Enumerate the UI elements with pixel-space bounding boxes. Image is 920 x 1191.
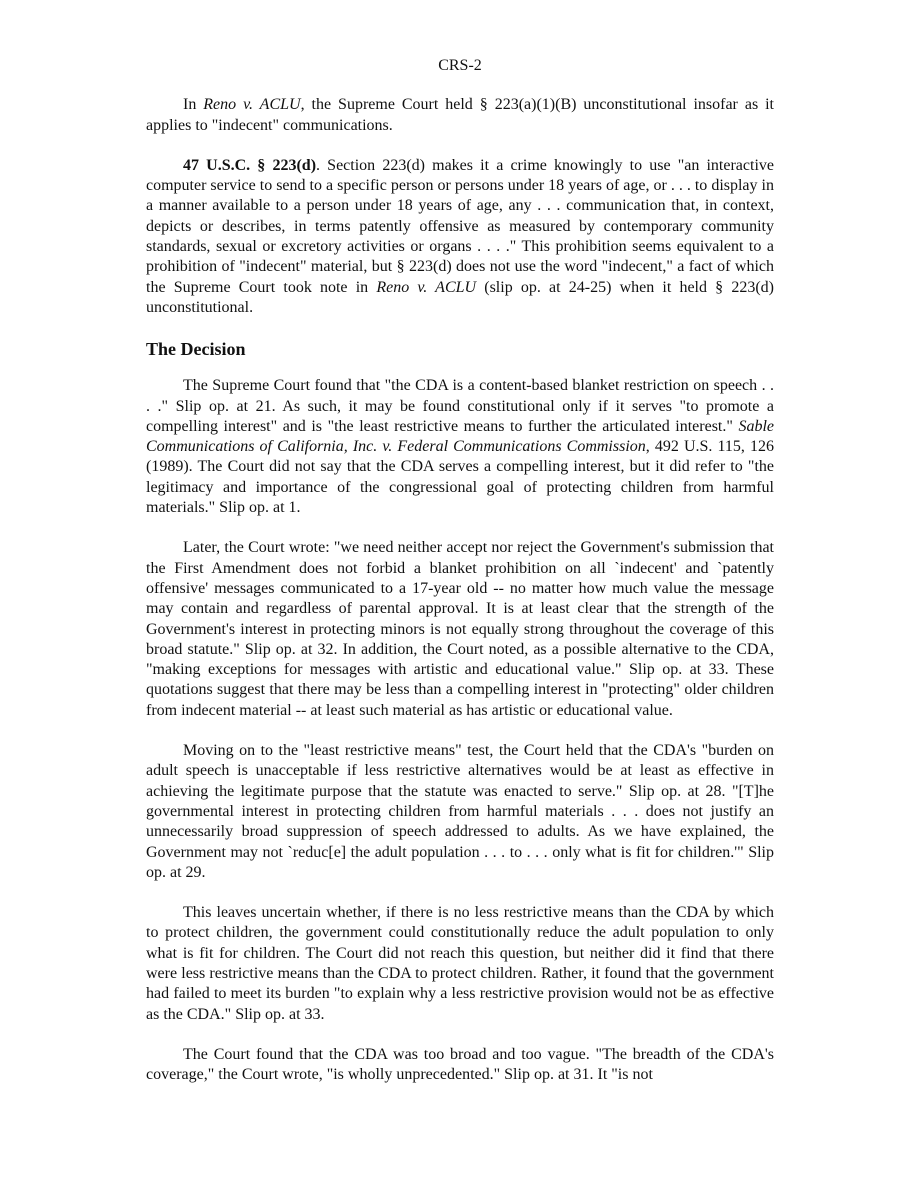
paragraph-reno-holding xyxy=(146,95,774,136)
paragraph-later-court: Later, the Court wrote: "we need neither accept nor reject the Government's submission that the First Amendment does not forbid a blanket prohibition on all `indecent' and `patently offensive' messages communicated to a 17-year old -- no matter how much value the message may contain and regardless of parental approval. It is at least clear that the strength of the Government's interest in protecting minors is not equally strong throughout the coverage of this broad statute." Slip op. at 32. In addition, the Court noted, as a possible alternative to the CDA, "making exceptions for messages with artistic and educational value." Slip op. at 33. These quotations suggest that there may be less than a compelling interest in "protecting" older children from indecent material -- at least such material as has artistic or educational value. xyxy=(146,539,774,719)
paragraph-too-broad: The Court found that the CDA was too broad and too vague. "The breadth of the CDA's coverage," the Court wrote, "is wholly unprecedented." Slip op. at 31. It "is not xyxy=(146,1045,774,1084)
case-citation: Reno v. ACLU xyxy=(376,278,477,296)
statute-heading: 47 U.S.C. § 223(d) xyxy=(183,156,317,174)
text: In xyxy=(183,96,204,114)
paragraph-least-restrictive: Moving on to the "least restrictive means" test, the Court held that the CDA's "burden on adult speech is unacceptable if less restrictive alternatives would be at least as effective in achieving the legitimate purpose that the statute was enacted to serve." Slip op. at 28. "[T]he governmental interest in protecting children from harmful materials . . . does not justify an unnecessarily broad suppression of speech addressed to adults. As we have explained, the Government may not `reduc[e] the adult population . . . to . . . only what is fit for children.'" Slip op. at 29. xyxy=(146,742,774,881)
text: . Section 223(d) makes it a crime knowingly to use "an interactive computer service to send to a specific person or persons under 18 years of age, or . . . to display in a manner available to a person under 18 years of age, any . . . communication that, in context, depicts or describes, in terms patently offensive as measured by contemporary community standards, sexual or excretory activities or organs . . . ." This prohibition seems equivalent to a prohibition of "indecent" material, but § 223(d) does not use the word "indecent," a fact of which the Supreme Court took note in xyxy=(146,156,775,296)
page-header: CRS-2 xyxy=(438,57,482,74)
document-page xyxy=(146,56,774,1105)
paragraph-content-based xyxy=(146,376,774,518)
text: The Supreme Court found that "the CDA is a content-based blanket restriction on speech . . . ." Slip op. at 21. As such, it may be found constitutional only if it serves "to promote a compelling interest" and is "the least restrictive means to further the articulated interest." xyxy=(146,377,774,435)
text: , the Supreme Court held § 223(a)(1)(B) unconstitutional insofar as it applies to "indecent" communications. xyxy=(146,96,775,134)
case-citation: Sable Communications of California, Inc. v. Federal Communications Commission xyxy=(146,417,774,456)
case-citation: Reno v. ACLU xyxy=(203,96,301,114)
section-heading: The Decision xyxy=(146,339,246,360)
text: , 492 U.S. 115, 126 (1989). The Court did not say that the CDA serves a compelling interest, but it did refer to "the legitimacy and importance of the congressional goal of protecting children from harmful materials." Slip op. at 1. xyxy=(146,438,775,517)
paragraph-section-223d xyxy=(146,156,774,318)
paragraph-uncertain: This leaves uncertain whether, if there is no less restrictive means than the CDA by which to protect children, the government could constitutionally reduce the adult population to only what is fit for children. The Court did not reach this question, but neither did it find that there were less restrictive means than the CDA to protect children. Rather, it found that the government had failed to meet its burden "to explain why a less restrictive provision would not be as effective as the CDA." Slip op. at 33. xyxy=(146,904,774,1023)
text: (slip op. at 24-25) when it held § 223(d) unconstitutional. xyxy=(146,278,774,316)
